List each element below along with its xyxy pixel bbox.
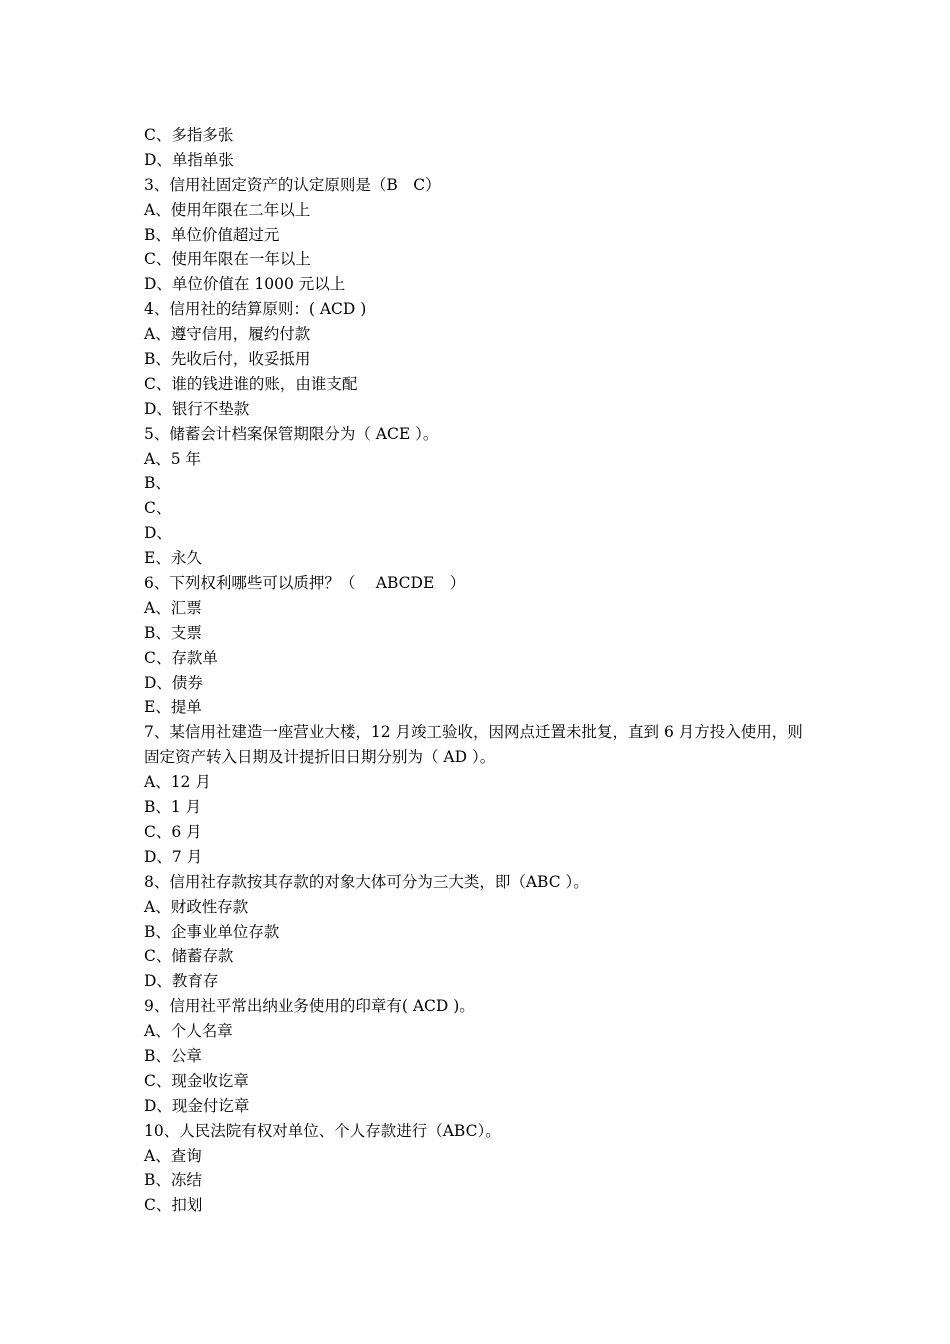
option-line: C、 <box>144 499 172 518</box>
option-line: D、银行不垫款 <box>144 399 250 418</box>
option-line: C、谁的钱进谁的账，由谁支配 <box>144 374 358 393</box>
question-line: 8、信用社存款按其存款的对象大体可分为三大类，即（ABC ）。 <box>144 872 589 891</box>
question-line: 3、信用社固定资产的认定原则是（B C） <box>144 175 441 194</box>
option-line: A、12 月 <box>144 773 211 792</box>
question-line: 6、下列权利哪些可以质押？（ ABCDE ） <box>144 574 466 593</box>
option-line: B、单位价值超过元 <box>144 225 280 244</box>
option-line: C、存款单 <box>144 648 218 667</box>
option-line: B、企事业单位存款 <box>144 922 280 941</box>
question-line: 7、某信用社建造一座营业大楼，12 月竣工验收，因网点迁置未批复，直到 6 月方投入使用，则固定资产转入日期及计提折旧日期分别为（ AD ）。 <box>144 723 803 767</box>
option-line: C、现金收讫章 <box>144 1071 249 1090</box>
option-line: D、7 月 <box>144 847 203 866</box>
option-line: A、遵守信用，履约付款 <box>144 325 311 344</box>
option-line: C、6 月 <box>144 822 202 841</box>
question-line: 9、信用社平常出纳业务使用的印章有( ACD )。 <box>144 997 475 1016</box>
option-line: A、查询 <box>144 1146 202 1165</box>
option-line: A、5 年 <box>144 449 201 468</box>
option-line: D、债券 <box>144 673 203 692</box>
option-line: C、多指多张 <box>144 126 234 144</box>
option-line: C、使用年限在一年以上 <box>144 250 311 269</box>
question-line: 4、信用社的结算原则：( ACD ) <box>144 300 367 319</box>
option-line: D、现金付讫章 <box>144 1096 250 1115</box>
option-line: C、储蓄存款 <box>144 947 234 966</box>
option-line: A、汇票 <box>144 598 202 617</box>
option-line: A、财政性存款 <box>144 897 249 916</box>
option-line: B、 <box>144 474 171 493</box>
option-line: D、 <box>144 524 172 543</box>
option-line: B、公章 <box>144 1046 202 1065</box>
option-line: D、教育存 <box>144 972 219 991</box>
option-line: C、扣划 <box>144 1196 203 1215</box>
option-line: A、个人名章 <box>144 1022 233 1041</box>
question-line: 10、人民法院有权对单位、个人存款进行（ABC）。 <box>144 1121 501 1140</box>
option-line: E、永久 <box>144 549 202 568</box>
option-line: A、使用年限在二年以上 <box>144 200 311 219</box>
question-line: 5、储蓄会计档案保管期限分为（ ACE ）。 <box>144 424 439 443</box>
option-line: D、单指单张 <box>144 150 234 169</box>
option-line: B、支票 <box>144 623 202 642</box>
option-line: B、冻结 <box>144 1171 202 1190</box>
document-body <box>144 123 810 1218</box>
option-line: B、1 月 <box>144 798 202 817</box>
option-line: B、先收后付，收妥抵用 <box>144 350 311 369</box>
option-line: D、单位价值在 1000 元以上 <box>144 275 346 294</box>
option-line: E、提单 <box>144 698 202 717</box>
